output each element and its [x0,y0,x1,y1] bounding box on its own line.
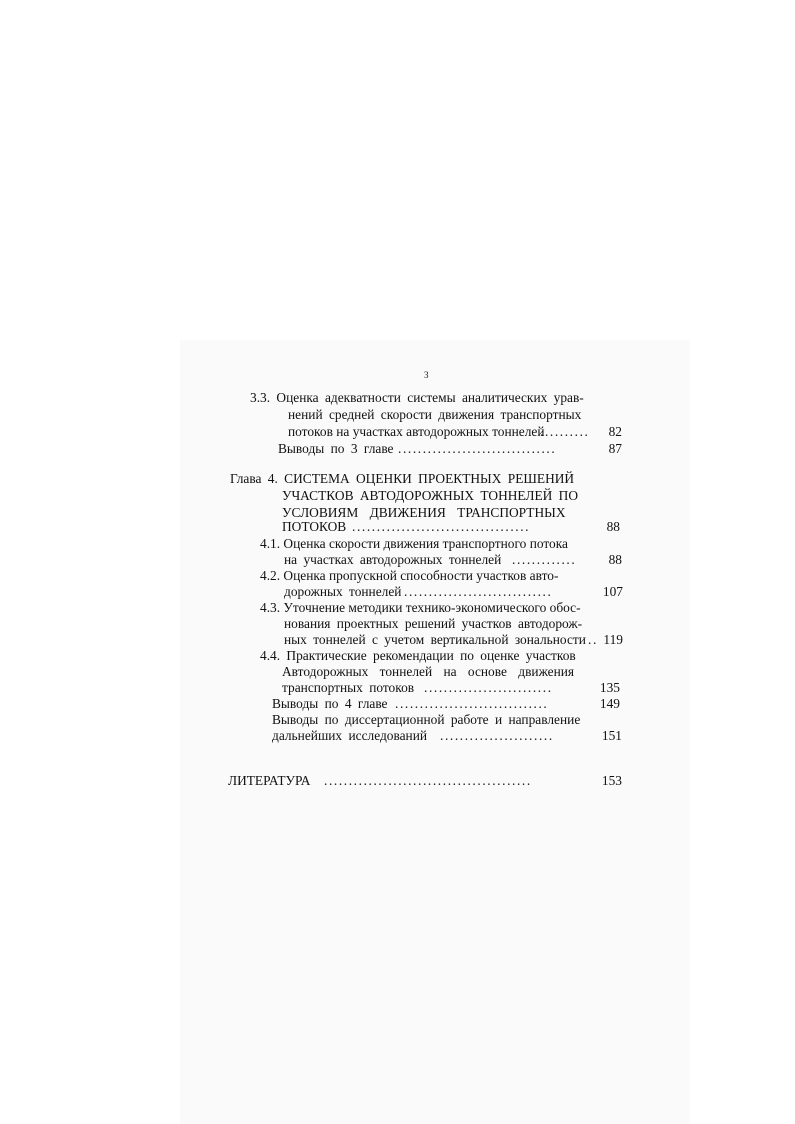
toc-4-3-line1: 4.3. Уточнение методики технико-экономического обос- [260,600,581,615]
toc-4-2-line2: дорожных тоннелей [284,584,402,599]
toc-conclusions-ch4-page: 149 [599,696,620,711]
toc-4-3-leader: .. [588,632,598,647]
toc-3-3-page: 82 [608,424,622,439]
toc-4-3-line3: ных тоннелей с учетом вертикальной зональности [284,632,586,647]
toc-conclusions-ch4-leader: ............................... [395,696,549,711]
toc-conclusions-ch4-label: Выводы по 4 главе [272,696,388,711]
toc-general-conclusions-page: 151 [601,728,622,743]
toc-chapter-4-line4: ПОТОКОВ [282,519,347,534]
toc-4-2-leader: .............................. [404,584,553,599]
toc-4-4-leader: .......................... [424,680,553,695]
toc-literature-leader: .......................................... [324,773,532,788]
toc-3-3-leader: .......... [540,424,590,439]
toc-4-3-page: 119 [603,632,623,647]
toc-chapter-4-page: 88 [606,519,620,534]
toc-conclusions-ch3-page: 87 [608,441,622,456]
toc-4-3-line2: нования проектных решений участков автодорож- [284,616,583,631]
toc-literature-label: ЛИТЕРАТУРА [228,773,311,788]
toc-chapter-4-line1: Глава 4. СИСТЕМА ОЦЕНКИ ПРОЕКТНЫХ РЕШЕНИЙ [230,471,575,486]
page-number: 3 [424,370,429,380]
toc-4-2-line1: 4.2. Оценка пропускной способности участков авто- [260,568,559,583]
toc-general-conclusions-line1: Выводы по диссертационной работе и направление [272,712,581,727]
toc-4-1-page: 88 [608,552,622,567]
toc-literature-page: 153 [601,773,622,788]
toc-4-4-line3: транспортных потоков [282,680,415,695]
toc-general-conclusions-leader: ....................... [440,728,554,743]
toc-chapter-4-line2: УЧАСТКОВ АВТОДОРОЖНЫХ ТОННЕЛЕЙ ПО [282,488,579,503]
toc-conclusions-ch3-leader: ................................ [398,441,557,456]
toc-chapter-4-line3: УСЛОВИЯМ ДВИЖЕНИЯ ТРАНСПОРТНЫХ [282,505,566,520]
toc-3-3-line1: 3.3. Оценка адекватности системы аналитических урав- [250,390,584,405]
toc-4-1-line2: на участках автодорожных тоннелей [284,552,502,567]
toc-4-4-line2: Автодорожных тоннелей на основе движения [282,664,575,679]
toc-general-conclusions-line2: дальнейших исследований [272,728,428,743]
toc-conclusions-ch3-label: Выводы по 3 главе [278,441,394,456]
toc-4-1-leader: ............. [512,552,577,567]
toc-4-4-line1: 4.4. Практические рекомендации по оценке участков [260,648,576,663]
toc-4-1-line1: 4.1. Оценка скорости движения транспортного потока [260,536,568,551]
toc-3-3-line3: потоков на участках автодорожных тоннелей [288,424,545,439]
toc-4-2-page: 107 [602,584,623,599]
toc-chapter-4-leader: .................................... [352,519,531,534]
toc-3-3-line2: нений средней скорости движения транспортных [288,407,582,422]
toc-4-4-page: 135 [599,680,620,695]
